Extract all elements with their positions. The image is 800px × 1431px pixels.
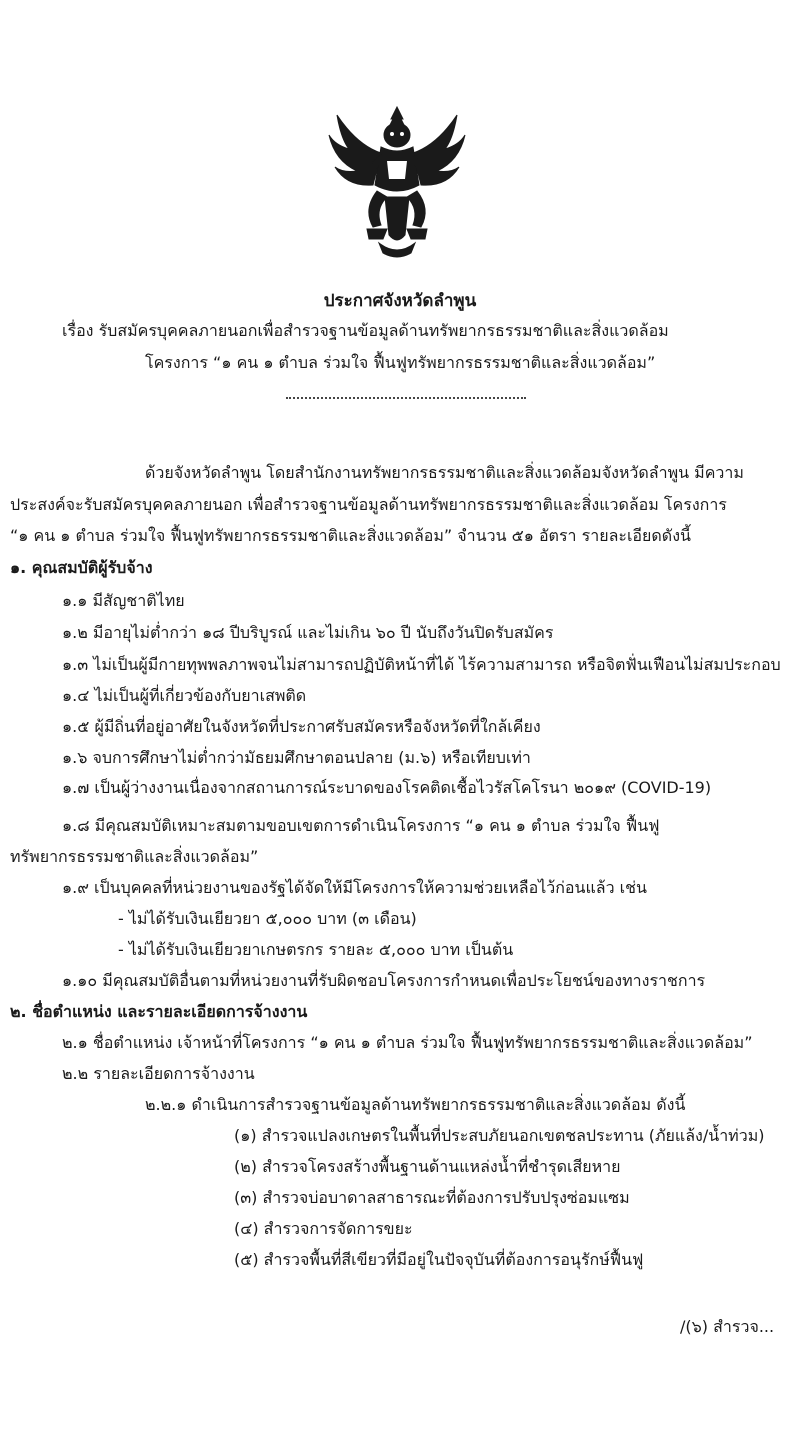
qualification-item-continued: ทรัพยากรธรรมชาติและสิ่งแวดล้อม” xyxy=(10,847,259,866)
survey-item: (๕) สำรวจพื้นที่สีเขียวที่มีอยู่ในปัจจุบันที่ต้องการอนุรักษ์ฟื้นฟู xyxy=(234,1250,644,1269)
qualification-item: ๑.๖ จบการศึกษาไม่ต่ำกว่ามัธยมศึกษาตอนปลาย (ม.๖) หรือเทียบเท่า xyxy=(62,748,531,767)
intro-line-2: ประสงค์จะรับสมัครบุคคลภายนอก เพื่อสำรวจฐานข้อมูลด้านทรัพยากรธรรมชาติและสิ่งแวดล้อม โครงการ xyxy=(10,495,727,514)
qualification-subitem: - ไม่ได้รับเงินเยียวยา ๕,๐๐๐ บาท (๓ เดือน) xyxy=(118,909,417,928)
qualification-item: ๑.๘ มีคุณสมบัติเหมาะสมตามขอบเขตการดำเนินโครงการ “๑ คน ๑ ตำบล ร่วมใจ ฟื้นฟู xyxy=(62,816,660,835)
section-2-heading: ๒. ชื่อตำแหน่ง และรายละเอียดการจ้างงาน xyxy=(10,1002,308,1021)
qualification-item: ๑.๓ ไม่เป็นผู้มีกายทุพพลภาพจนไม่สามารถปฏิบัติหน้าที่ได้ ไร้ความสามารถ หรือจิตฟั่นเฟือนไม่สมประกอบ xyxy=(62,655,781,674)
qualification-item: ๑.๑ มีสัญชาติไทย xyxy=(62,591,185,610)
qualification-subitem: - ไม่ได้รับเงินเยียวยาเกษตรกร รายละ ๕,๐๐๐ บาท เป็นต้น xyxy=(118,940,514,959)
section-1-heading: ๑. คุณสมบัติผู้รับจ้าง xyxy=(10,558,153,577)
qualification-item: ๑.๙ เป็นบุคคลที่หน่วยงานของรัฐได้จัดให้มีโครงการให้ความช่วยเหลือไว้ก่อนแล้ว เช่น xyxy=(62,878,647,897)
qualification-item: ๑.๑๐ มีคุณสมบัติอื่นตามที่หน่วยงานที่รับผิดชอบโครงการกำหนดเพื่อประโยชน์ของทางราชการ xyxy=(62,971,706,990)
position-name: ๒.๑ ชื่อตำแหน่ง เจ้าหน้าที่โครงการ “๑ คน ๑ ตำบล ร่วมใจ ฟื้นฟูทรัพยากรธรรมชาติและสิ่งแวดล้อม” xyxy=(62,1033,753,1052)
qualification-item: ๑.๔ ไม่เป็นผู้ที่เกี่ยวข้องกับยาเสพติด xyxy=(62,686,307,705)
intro-line-1: ด้วยจังหวัดลำพูน โดยสำนักงานทรัพยากรธรรมชาติและสิ่งแวดล้อมจังหวัดลำพูน มีความ xyxy=(145,463,744,482)
subject-line-2: โครงการ “๑ คน ๑ ตำบล ร่วมใจ ฟื้นฟูทรัพยากรธรรมชาติและสิ่งแวดล้อม” xyxy=(145,353,656,372)
qualification-item: ๑.๒ มีอายุไม่ต่ำกว่า ๑๘ ปีบริบูรณ์ และไม่เกิน ๖๐ ปี นับถึงวันปิดรับสมัคร xyxy=(62,623,554,642)
garuda-emblem-icon xyxy=(327,105,467,260)
survey-item: (๓) สำรวจบ่อบาดาลสาธารณะที่ต้องการปรับปรุงซ่อมแซม xyxy=(234,1188,630,1207)
divider xyxy=(286,397,526,399)
qualification-item: ๑.๕ ผู้มีถิ่นที่อยู่อาศัยในจังหวัดที่ประกาศรับสมัครหรือจังหวัดที่ใกล้เคียง xyxy=(62,717,541,736)
survey-intro: ๒.๒.๑ ดำเนินการสำรวจฐานข้อมูลด้านทรัพยากรธรรมชาติและสิ่งแวดล้อม ดังนี้ xyxy=(145,1095,686,1114)
qualification-item: ๑.๗ เป็นผู้ว่างงานเนื่องจากสถานการณ์ระบาดของโรคติดเชื้อไวรัสโคโรนา ๒๐๑๙ (COVID-19) xyxy=(62,778,712,797)
subject-line-1: เรื่อง รับสมัครบุคคลภายนอกเพื่อสำรวจฐานข้อมูลด้านทรัพยากรธรรมชาติและสิ่งแวดล้อม xyxy=(62,321,669,340)
continuation-marker: /(๖) สำรวจ... xyxy=(680,1317,775,1336)
document-title: ประกาศจังหวัดลำพูน xyxy=(323,291,477,311)
survey-item: (๑) สำรวจแปลงเกษตรในพื้นที่ประสบภัยนอกเขตชลประทาน (ภัยแล้ง/น้ำท่วม) xyxy=(234,1126,765,1145)
survey-item: (๒) สำรวจโครงสร้างพื้นฐานด้านแหล่งน้ำที่ชำรุดเสียหาย xyxy=(234,1157,621,1176)
employment-details-heading: ๒.๒ รายละเอียดการจ้างงาน xyxy=(62,1064,255,1083)
intro-line-3: “๑ คน ๑ ตำบล ร่วมใจ ฟื้นฟูทรัพยากรธรรมชาติและสิ่งแวดล้อม” จำนวน ๕๑ อัตรา รายละเอียดดังนี้ xyxy=(10,526,691,545)
survey-item: (๔) สำรวจการจัดการขยะ xyxy=(234,1219,413,1238)
